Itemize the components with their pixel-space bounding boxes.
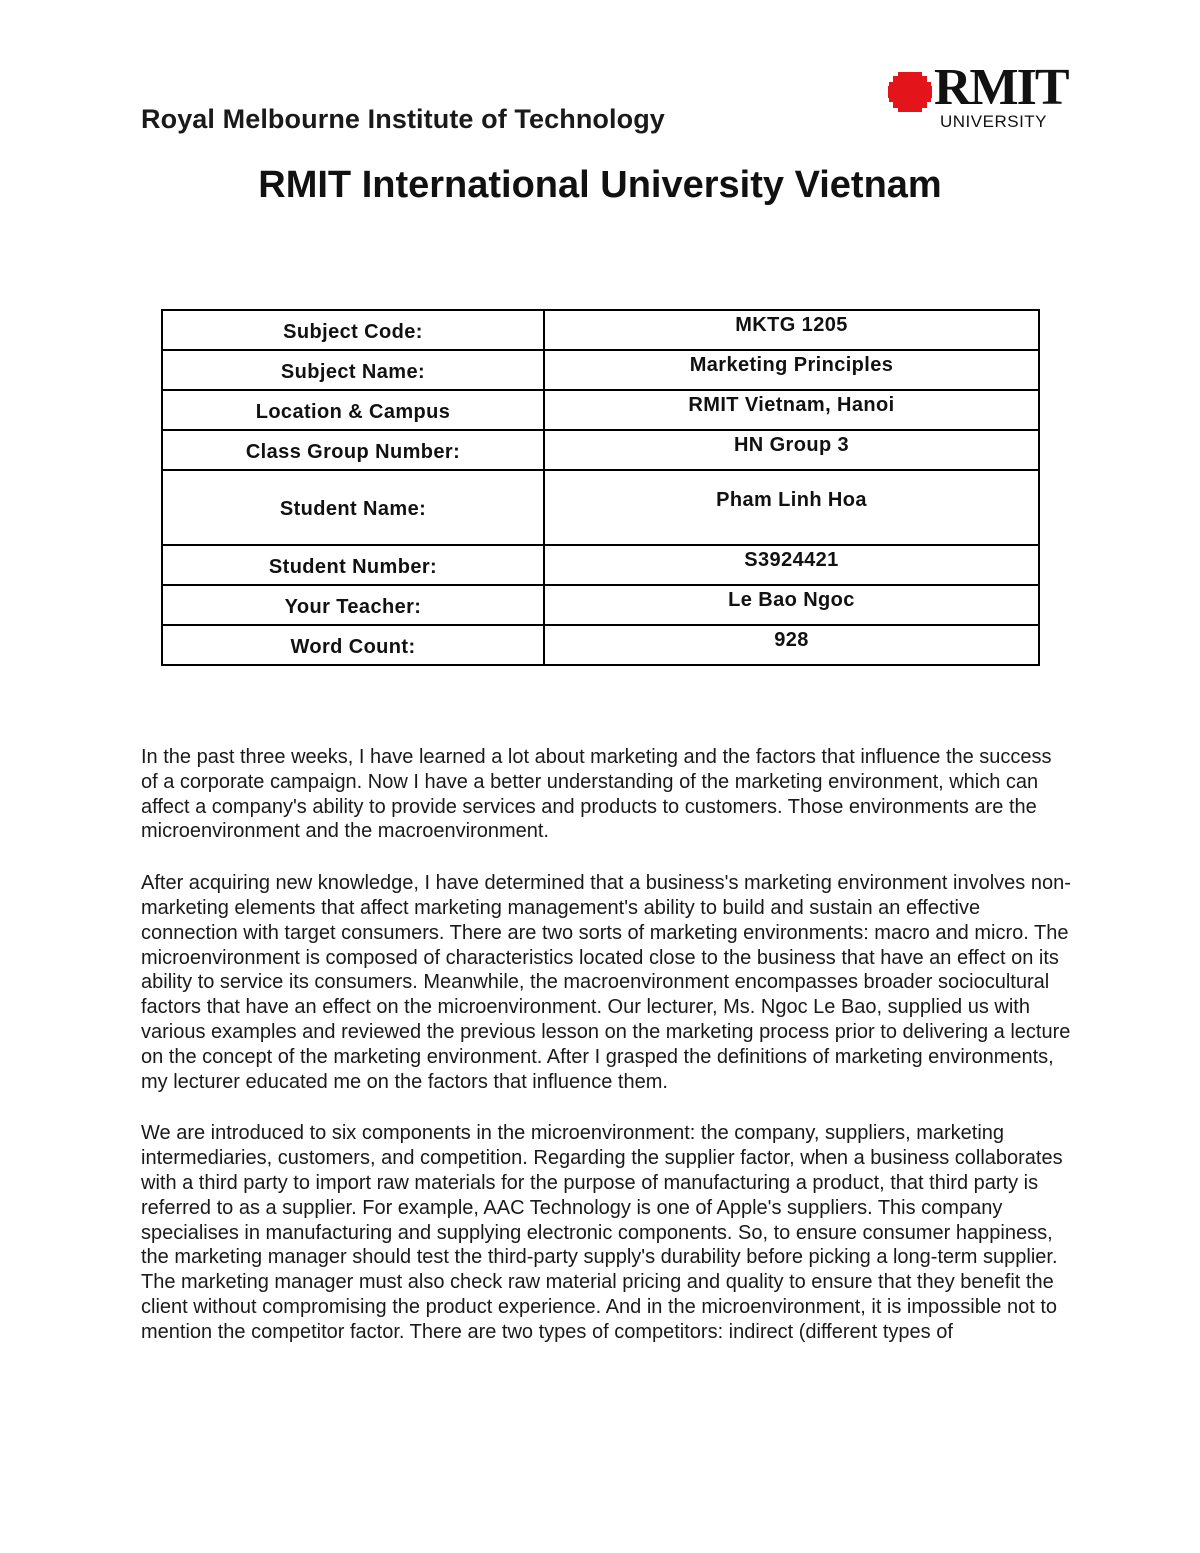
row-label: Student Name: [162,470,544,545]
row-label: Subject Code: [162,310,544,350]
table-row [162,350,1039,390]
rmit-pixel-mark-icon [888,72,932,112]
row-value: 928 [544,625,1039,665]
row-label: Your Teacher: [162,585,544,625]
page-title: RMIT International University Vietnam [258,164,942,206]
row-value: HN Group 3 [544,430,1039,470]
row-value: S3924421 [544,545,1039,585]
table-row [162,625,1039,665]
cover-info-table [161,309,1040,666]
paragraph: After acquiring new knowledge, I have determined that a business's marketing environment involves non-marketing elements that affect marketing management's ability to build and sustain an effective connection with target consumers. There are two sorts of marketing environments: macro and micro. The microenvironment is composed of characteristics located close to the business that have an effect on its ability to service its consumers. Meanwhile, the macroenvironment encompasses broader sociocultural factors that have an effect on the microenvironment. Our lecturer, Ms. Ngoc Le Bao, supplied us with various examples and reviewed the previous lesson on the marketing process prior to delivering a lecture on the concept of the marketing environment. After I grasped the definitions of marketing environments, my lecturer educated me on the factors that influence them. [141,872,1071,1093]
row-value: RMIT Vietnam, Hanoi [544,390,1039,430]
row-label: Location & Campus [162,390,544,430]
table-row [162,585,1039,625]
row-label: Word Count: [162,625,544,665]
table-row [162,545,1039,585]
row-value: MKTG 1205 [544,310,1039,350]
paragraph: We are introduced to six components in the microenvironment: the company, suppliers, marketing intermediaries, customers, and competition. Regarding the supplier factor, when a business collaborates with a third party to import raw materials for the purpose of manufacturing a product, that third party is referred to as a supplier. For example, AAC Technology is one of Apple's suppliers. This company specialises in manufacturing and supplying electronic components. So, to ensure consumer happiness, the marketing manager should test the third-party supply's durability before picking a long-term supplier. The marketing manager must also check raw material pricing and quality to ensure that they benefit the client without compromising the product experience. And in the microenvironment, it is impossible not to mention the competitor factor. There are two types of competitors: indirect (different types of [141,1122,1063,1343]
row-value: Pham Linh Hoa [544,470,1039,545]
logo-wordmark: RMIT [934,59,1068,116]
row-value: Marketing Principles [544,350,1039,390]
table-row [162,470,1039,545]
institute-name: Royal Melbourne Institute of Technology [141,104,665,134]
row-label: Class Group Number: [162,430,544,470]
table-row [162,430,1039,470]
row-label: Student Number: [162,545,544,585]
rmit-logo [888,59,1068,134]
logo-subtitle: UNIVERSITY [940,112,1048,131]
table-row [162,310,1039,350]
body-text [141,745,1071,1372]
row-value: Le Bao Ngoc [544,585,1039,625]
table-row [162,390,1039,430]
paragraph: In the past three weeks, I have learned a lot about marketing and the factors that influence the success of a corporate campaign. Now I have a better understanding of the marketing environment, which can affect a company's ability to provide services and products to customers. Those environments are the microenvironment and the macroenvironment. [141,746,1052,843]
row-label: Subject Name: [162,350,544,390]
